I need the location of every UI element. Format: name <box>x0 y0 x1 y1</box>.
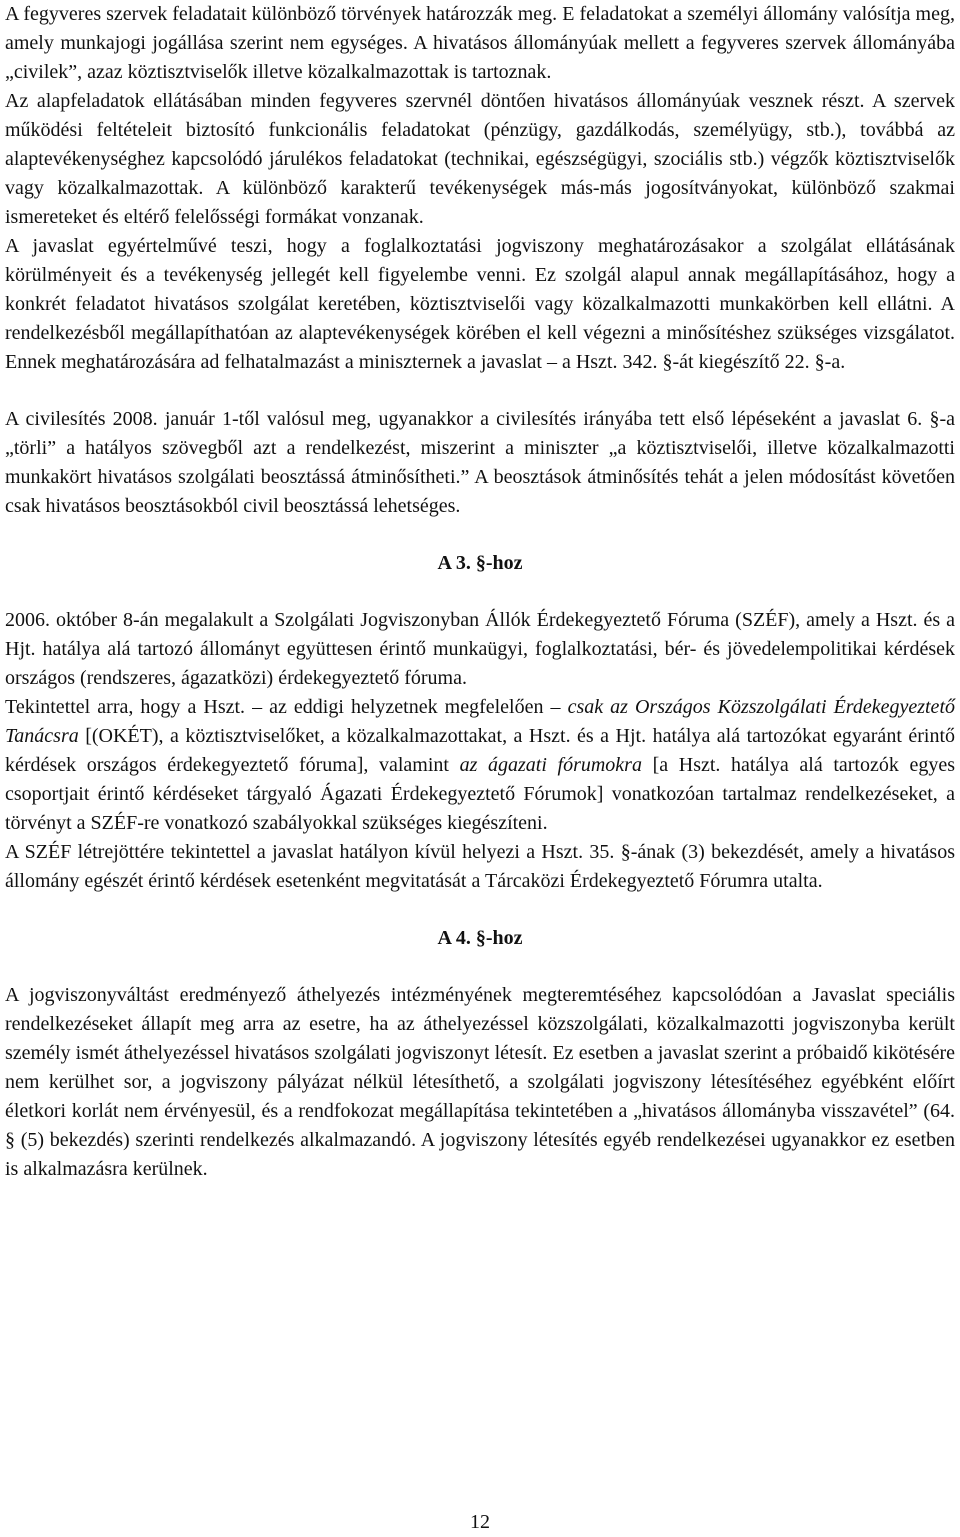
paragraph-szef-founded: 2006. október 8-án megalakult a Szolgálati Jogviszonyban Állók Érdekegyeztető Fóruma (SZÉF), amely a Hszt. és a Hjt. hatálya alá tartozó állományt együttesen érintő munkaügyi, foglalkoztatási, bér- és jövedelempolitikai kérdések országos (rendszeres, ágazatközi) érdekegyeztető fóruma. <box>5 609 955 689</box>
text-run: [(OKÉT), a köztisztviselőket, a közalkalmazottakat, a Hszt. és a Hjt. hatálya alá tartozókat egyaránt érintő kérdések országos érdekegyeztető fóruma], valamint <box>5 725 955 776</box>
italic-text-run: az ágazati fórumokra <box>459 754 642 776</box>
paragraph-spacer <box>5 521 955 549</box>
section-heading-3: A 3. §-hoz <box>437 552 523 574</box>
paragraph-szef-repeal: A SZÉF létrejöttére tekintettel a javaslat hatályon kívül helyezi a Hszt. 35. §-ának (3) bekezdését, amely a hivatásos állomány egészét érintő kérdések esetenként megvitatását a Tárcaközi Érdekegyeztető Fórumra utalta. <box>5 841 955 892</box>
document-page <box>5 0 955 1184</box>
paragraph-spacer <box>5 578 955 606</box>
paragraph-proposal-clarifies: A javaslat egyértelművé teszi, hogy a foglalkoztatási jogviszony meghatározásakor a szolgálat ellátásának körülményeit és a tevékenység jellegét kell figyelembe venni. Ez szolgál alapul annak megállapításához, hogy a konkrét feladatot hivatásos szolgálat keretében, köztisztviselői vagy közalkalmazotti munkakörben kell ellátni. A rendelkezésből megállapíthatóan az alaptevékenységek körében el kell végezni a minősítéshez szükséges vizsgálatot. Ennek meghatározására ad felhatalmazást a miniszternek a javaslat – a Hszt. 342. §-át kiegészítő 22. §-a. <box>5 235 955 373</box>
page-number: 12 <box>470 1511 490 1533</box>
text-run: Tekintettel arra, hogy a Hszt. – az eddigi helyzetnek megfelelően – <box>5 696 568 718</box>
italic-text-run: csak az Országos Közszolgálati Érdekegyeztető Tanácsra <box>5 696 955 747</box>
paragraph-spacer <box>5 377 955 405</box>
paragraph-armed-forces-tasks: A fegyveres szervek feladatait különböző törvények határozzák meg. E feladatokat a személyi állomány valósítja meg, amely munkajogi jogállása szerint nem egységes. A hivatásos állományúak mellett a fegyveres szervek állományába „civilek”, azaz köztisztviselők illetve közalkalmazottak is tartoznak. <box>5 3 955 83</box>
text-run: [a Hszt. hatálya alá tartozók egyes csoportjait érintő kérdéseket tárgyaló Ágazati Érdekegyeztető Fórumok] vonatkozóan tartalmaz rendelkezéseket, a törvényt a SZÉF-re vonatkozó szabályokkal szükséges kiegészíteni. <box>5 754 956 834</box>
paragraph-transfer: A jogviszonyváltást eredményező áthelyezés intézményének megteremtéséhez kapcsolódóan a Javaslat speciális rendelkezéseket állapít meg arra az esetre, ha az áthelyezéssel közszolgálati, közalkalmazotti jogviszonyba került személy ismét áthelyezéssel hivatásos szolgálati jogviszonyt létesít. Ez esetben a javaslat szerint a próbaidő kikötésére nem kerülhet sor, a jogviszony pályázat nélkül létesíthető, a szolgálati jogviszony létesítéséhez egyébként előírt életkori korlát nem érvényesül, és a rendfokozat megállapítása tekintetében a „hivatásos állományba visszavétel” (64. § (5) bekezdés) szerinti rendelkezés alkalmazandó. A jogviszony létesítés egyéb rendelkezései ugyanakkor ez esetben is alkalmazásra kerülnek. <box>5 984 955 1180</box>
paragraph-spacer <box>5 896 955 924</box>
paragraph-civilisation: A civilesítés 2008. január 1-től valósul meg, ugyanakkor a civilesítés irányába tett első lépéseként a javaslat 6. §-a „törli” a hatályos szövegből azt a rendelkezést, miszerint a miniszter „a köztisztviselői, illetve közalkalmazotti munkakört hivatásos szolgálati beosztássá átminősítheti.” A beosztások átminősítés tehát a jelen módosítást követően csak hivatásos beosztásokból civil beosztássá lehetséges. <box>5 408 955 517</box>
section-heading-4: A 4. §-hoz <box>437 927 523 949</box>
paragraph-basic-duties: Az alapfeladatok ellátásában minden fegyveres szervnél döntően hivatásos állományúak vesznek részt. A szervek működési feltételeit biztosító funkcionális feladatokat (pénzügy, gazdálkodás, személyügy, stb.), továbbá az alaptevékenységhez kapcsolódó járulékos feladatokat (technikai, egészségügyi, szociális stb.) végzők köztisztviselők vagy közalkalmazottak. A különböző karakterű tevékenységek más-más jogosítványokat, különböző szakmai ismereteket és eltérő felelősségi formákat vonzanak. <box>5 90 955 228</box>
paragraph-oket-forums <box>5 693 955 838</box>
paragraph-spacer <box>5 953 955 981</box>
